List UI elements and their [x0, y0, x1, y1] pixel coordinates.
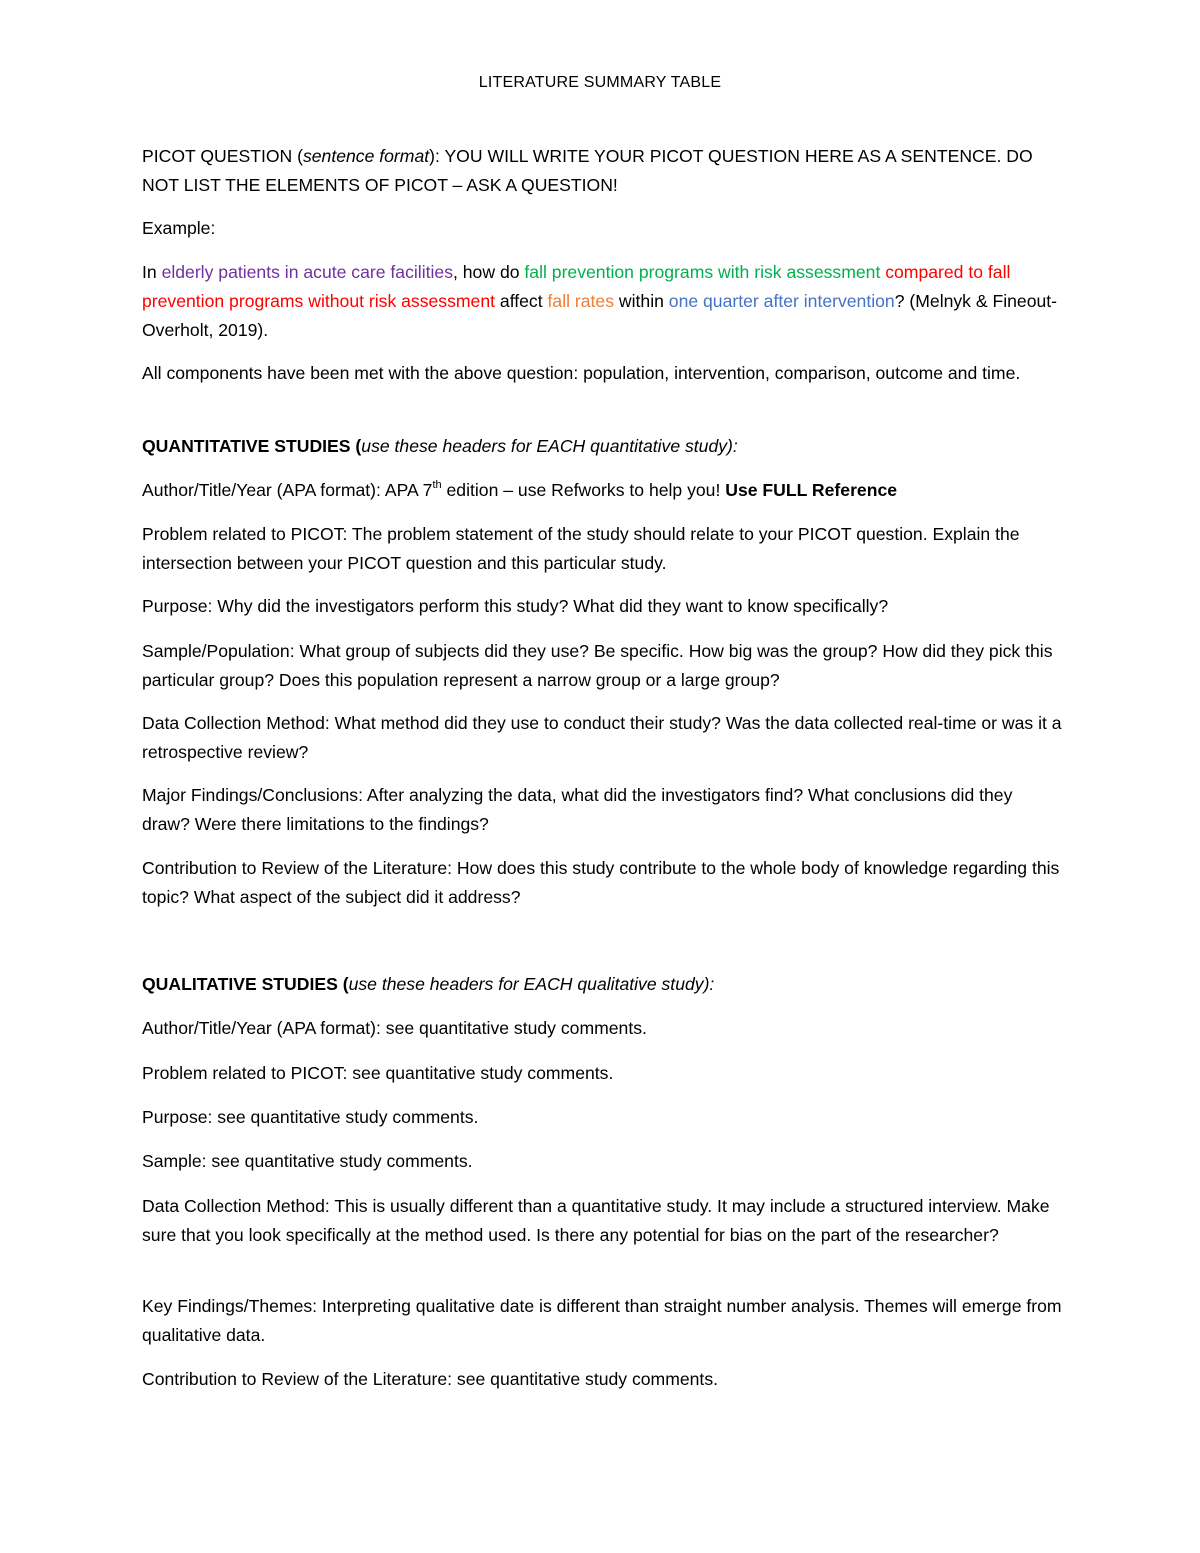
qualitative-purpose: Purpose: see quantitative study comments. [142, 1107, 479, 1127]
example-intervention: fall prevention programs with risk assessment [524, 262, 881, 282]
quantitative-sample: Sample/Population: What group of subjects did they use? Be specific. How big was the group? How did they pick this particular group? Does this population represent a narrow group or a large group? [142, 641, 1053, 690]
quantitative-data-collection: Data Collection Method: What method did they use to conduct their study? Was the data collected real-time or was it a retrospective review? [142, 713, 1062, 762]
quantitative-heading [142, 432, 1062, 461]
picot-question-paragraph [142, 142, 1062, 200]
example-in: In [142, 262, 162, 282]
quantitative-author-sup: th [432, 479, 442, 492]
qualitative-author: Author/Title/Year (APA format): see quantitative study comments. [142, 1018, 647, 1038]
example-label: Example: [142, 218, 216, 238]
qualitative-heading-bold: QUALITATIVE STUDIES ( [142, 974, 349, 994]
quantitative-problem: Problem related to PICOT: The problem statement of the study should relate to your PICOT question. Explain the intersection between your PICOT question and this particular study. [142, 524, 1020, 573]
quantitative-heading-italic: use these headers for EACH quantitative study): [361, 436, 738, 456]
qualitative-heading-italic: use these headers for EACH qualitative study): [348, 974, 715, 994]
example-comparison: compared to fall prevention programs without risk assessment [142, 262, 1011, 311]
quantitative-findings: Major Findings/Conclusions: After analyzing the data, what did the investigators find? What conclusions did they draw? Were there limitations to the findings? [142, 785, 1013, 834]
components-note: All components have been met with the above question: population, intervention, comparison, outcome and time. [142, 363, 1021, 383]
example-picot-paragraph [142, 258, 1062, 345]
quantitative-author-text: edition – use Refworks to help you! [441, 480, 726, 500]
picot-label: PICOT QUESTION ( [142, 146, 303, 166]
quantitative-author [142, 476, 1062, 505]
qualitative-sample: Sample: see quantitative study comments. [142, 1151, 473, 1171]
picot-instruction: YOU WILL WRITE YOUR PICOT QUESTION HERE AS A SENTENCE. DO NOT LIST THE ELEMENTS OF PICOT – ASK A QUESTION! [142, 146, 1033, 195]
qualitative-heading [142, 970, 1062, 999]
example-time: one quarter after intervention [668, 291, 895, 311]
picot-label-italic: sentence format [302, 146, 430, 166]
example-outcome: fall rates [547, 291, 615, 311]
qualitative-problem: Problem related to PICOT: see quantitative study comments. [142, 1063, 614, 1083]
example-how: , how do [453, 262, 525, 282]
qualitative-findings: Key Findings/Themes: Interpreting qualitative date is different than straight number analysis. Themes will emerge from qualitative data. [142, 1296, 1062, 1345]
qualitative-contribution: Contribution to Review of the Literature: see quantitative study comments. [142, 1369, 719, 1389]
qualitative-data-collection: Data Collection Method: This is usually different than a quantitative study. It may include a structured interview. Make sure that you look specifically at the method used. Is there any potential for bias on the part of the researcher? [142, 1196, 1050, 1245]
quantitative-heading-bold: QUANTITATIVE STUDIES ( [142, 436, 362, 456]
quantitative-contribution: Contribution to Review of the Literature: How does this study contribute to the whole body of knowledge regarding this topic? What aspect of the subject did it address? [142, 858, 1060, 907]
example-within: within [614, 291, 669, 311]
example-population: elderly patients in acute care facilities [161, 262, 453, 282]
quantitative-purpose: Purpose: Why did the investigators perform this study? What did they want to know specifically? [142, 596, 889, 616]
example-affect: affect [495, 291, 548, 311]
example-citation: ? (Melnyk & Fineout-Overholt, 2019). [142, 291, 1058, 340]
quantitative-author-bold: Use FULL Reference [725, 480, 898, 500]
picot-label-end: ): [429, 146, 440, 166]
document-title: LITERATURE SUMMARY TABLE [478, 74, 722, 91]
quantitative-author-label: Author/Title/Year (APA format): APA 7 [142, 480, 433, 500]
